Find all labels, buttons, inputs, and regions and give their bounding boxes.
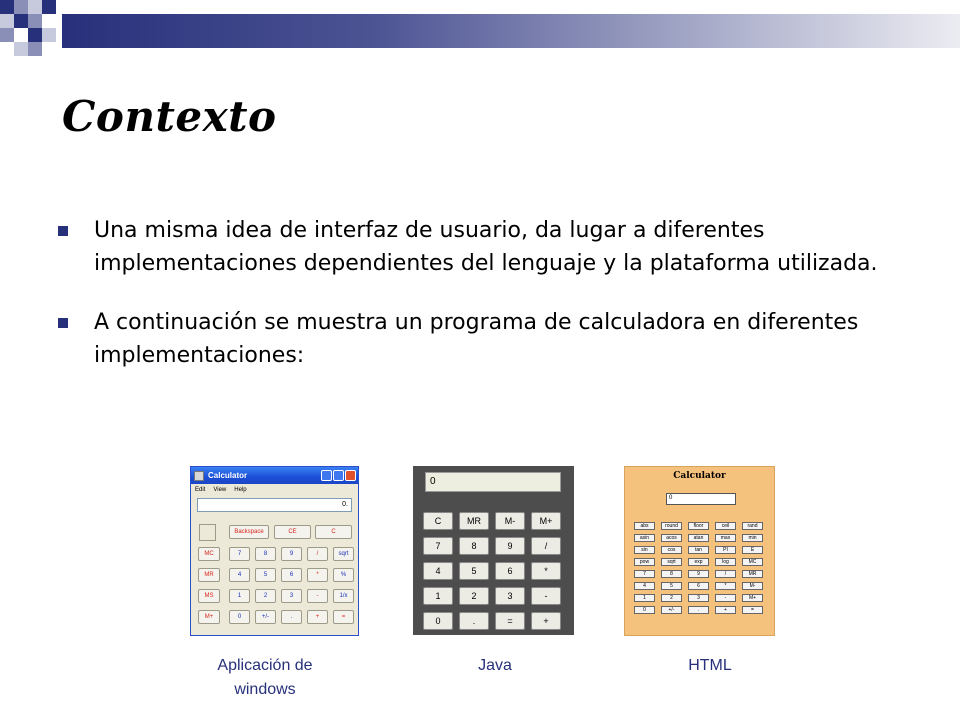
- java-button-key: 9: [495, 537, 525, 555]
- header-square: [14, 14, 28, 28]
- html-button-key: /: [715, 570, 736, 578]
- java-button-key: .: [459, 612, 489, 630]
- html-button-key: =: [742, 606, 763, 614]
- html-button-key: M-: [742, 582, 763, 590]
- windows-calculator-image: [190, 466, 359, 636]
- html-button-key: min: [742, 534, 763, 542]
- java-button-key: *: [531, 562, 561, 580]
- java-button-key: 6: [495, 562, 525, 580]
- java-button-key: -: [531, 587, 561, 605]
- header-square: [0, 0, 14, 14]
- html-button-key: 1: [634, 594, 655, 602]
- html-button-key: pow: [634, 558, 655, 566]
- menu-item-help: Help: [234, 486, 247, 493]
- java-button-key: 3: [495, 587, 525, 605]
- windows-button-key: +/-: [255, 610, 276, 624]
- header-square: [42, 28, 56, 42]
- html-button-key: 6: [688, 582, 709, 590]
- html-button-key: 3: [688, 594, 709, 602]
- html-button-key: MC: [742, 558, 763, 566]
- html-button-key: exp: [688, 558, 709, 566]
- windows-button-key: 5: [255, 568, 276, 582]
- windows-button-key: sqrt: [333, 547, 354, 561]
- html-button-key: -: [715, 594, 736, 602]
- windows-button-key: 1: [229, 589, 250, 603]
- html-button-key: 9: [688, 570, 709, 578]
- windows-button-key: 8: [255, 547, 276, 561]
- windows-button-key: .: [281, 610, 302, 624]
- bullet-item: [58, 214, 878, 280]
- html-button-key: +/-: [661, 606, 682, 614]
- windows-button-key: +: [307, 610, 328, 624]
- windows-button-key: /: [307, 547, 328, 561]
- maximize-icon: [333, 470, 344, 481]
- windows-button-key: 7: [229, 547, 250, 561]
- html-button-key: M+: [742, 594, 763, 602]
- header-square: [42, 0, 56, 14]
- header-square: [0, 14, 14, 28]
- windows-button-memory: MC: [198, 547, 220, 561]
- html-display: 0: [666, 493, 736, 505]
- java-button-key: 0: [423, 612, 453, 630]
- caption-html: HTML: [688, 657, 732, 674]
- slide-title: Contexto: [62, 92, 277, 141]
- java-button-key: 8: [459, 537, 489, 555]
- bullet-square-icon: [58, 226, 68, 236]
- header-square: [28, 42, 42, 56]
- html-button-key: sqrt: [661, 558, 682, 566]
- html-button-key: acos: [661, 534, 682, 542]
- java-button-key: 4: [423, 562, 453, 580]
- header-square: [0, 28, 14, 42]
- windows-button-top: Backspace: [229, 525, 269, 539]
- menu-item-edit: Edit: [195, 486, 206, 493]
- windows-button-key: 3: [281, 589, 302, 603]
- windows-button-key: 9: [281, 547, 302, 561]
- windows-button-key: =: [333, 610, 354, 624]
- html-button-key: round: [661, 522, 682, 530]
- html-button-key: log: [715, 558, 736, 566]
- html-calculator-image: [624, 466, 775, 636]
- java-button-key: MR: [459, 512, 489, 530]
- windows-button-memory: M+: [198, 610, 220, 624]
- html-button-key: 2: [661, 594, 682, 602]
- html-button-key: 8: [661, 570, 682, 578]
- html-button-key: sin: [634, 546, 655, 554]
- windows-button-top: CE: [274, 525, 311, 539]
- windows-button-key: 0: [229, 610, 250, 624]
- html-button-key: max: [715, 534, 736, 542]
- java-button-key: M+: [531, 512, 561, 530]
- html-button-key: asin: [634, 534, 655, 542]
- bullet-square-icon: [58, 318, 68, 328]
- java-calculator-image: [413, 466, 574, 635]
- html-button-key: 0: [634, 606, 655, 614]
- html-calc-title: Calculator: [673, 471, 726, 481]
- java-button-key: 7: [423, 537, 453, 555]
- header-square: [28, 14, 42, 28]
- windows-button-top: C: [315, 525, 352, 539]
- java-button-key: 1: [423, 587, 453, 605]
- header-gradient-bar: [62, 14, 960, 48]
- html-button-key: PI: [715, 546, 736, 554]
- html-button-key: cos: [661, 546, 682, 554]
- windows-title: Calculator: [208, 471, 248, 480]
- html-button-key: tan: [688, 546, 709, 554]
- html-button-key: MR: [742, 570, 763, 578]
- windows-title-bar: [191, 467, 358, 484]
- header-square: [28, 0, 42, 14]
- calculator-icon: [194, 471, 204, 481]
- html-button-key: floor: [688, 522, 709, 530]
- caption-java: Java: [478, 657, 512, 674]
- html-button-key: 4: [634, 582, 655, 590]
- windows-button-key: 2: [255, 589, 276, 603]
- html-button-key: atan: [688, 534, 709, 542]
- caption-windows: Aplicación de windows: [217, 657, 313, 698]
- html-button-key: rand: [742, 522, 763, 530]
- windows-button-key: 4: [229, 568, 250, 582]
- windows-menu-bar: [191, 484, 358, 495]
- close-icon: [345, 470, 356, 481]
- java-button-key: C: [423, 512, 453, 530]
- html-button-key: *: [715, 582, 736, 590]
- windows-button-memory: MR: [198, 568, 220, 582]
- windows-button-memory: MS: [198, 589, 220, 603]
- html-button-key: E: [742, 546, 763, 554]
- header-square: [14, 0, 28, 14]
- bullet-item: [58, 306, 878, 372]
- java-button-key: 5: [459, 562, 489, 580]
- java-button-key: +: [531, 612, 561, 630]
- bullet-list: [58, 214, 878, 398]
- memory-indicator: [199, 524, 216, 541]
- windows-button-key: 1/x: [333, 589, 354, 603]
- bullet-text: A continuación se muestra un programa de calculadora en diferentes implementaciones:: [94, 310, 859, 368]
- html-button-key: ceil: [715, 522, 736, 530]
- html-button-key: 5: [661, 582, 682, 590]
- header-square: [14, 42, 28, 56]
- bullet-text: Una misma idea de interfaz de usuario, da lugar a diferentes implementaciones dependientes del lenguaje y la plataforma utilizada.: [94, 218, 878, 276]
- windows-display: 0.: [197, 498, 352, 512]
- windows-button-key: %: [333, 568, 354, 582]
- java-button-key: =: [495, 612, 525, 630]
- java-button-key: M-: [495, 512, 525, 530]
- menu-item-view: View: [213, 486, 227, 493]
- java-button-key: 2: [459, 587, 489, 605]
- windows-button-key: -: [307, 589, 328, 603]
- header-square: [28, 28, 42, 42]
- windows-button-key: *: [307, 568, 328, 582]
- java-button-key: /: [531, 537, 561, 555]
- html-button-key: .: [688, 606, 709, 614]
- html-button-key: abs: [634, 522, 655, 530]
- minimize-icon: [321, 470, 332, 481]
- windows-button-key: 6: [281, 568, 302, 582]
- html-button-key: +: [715, 606, 736, 614]
- java-display: 0: [425, 472, 561, 492]
- html-button-key: 7: [634, 570, 655, 578]
